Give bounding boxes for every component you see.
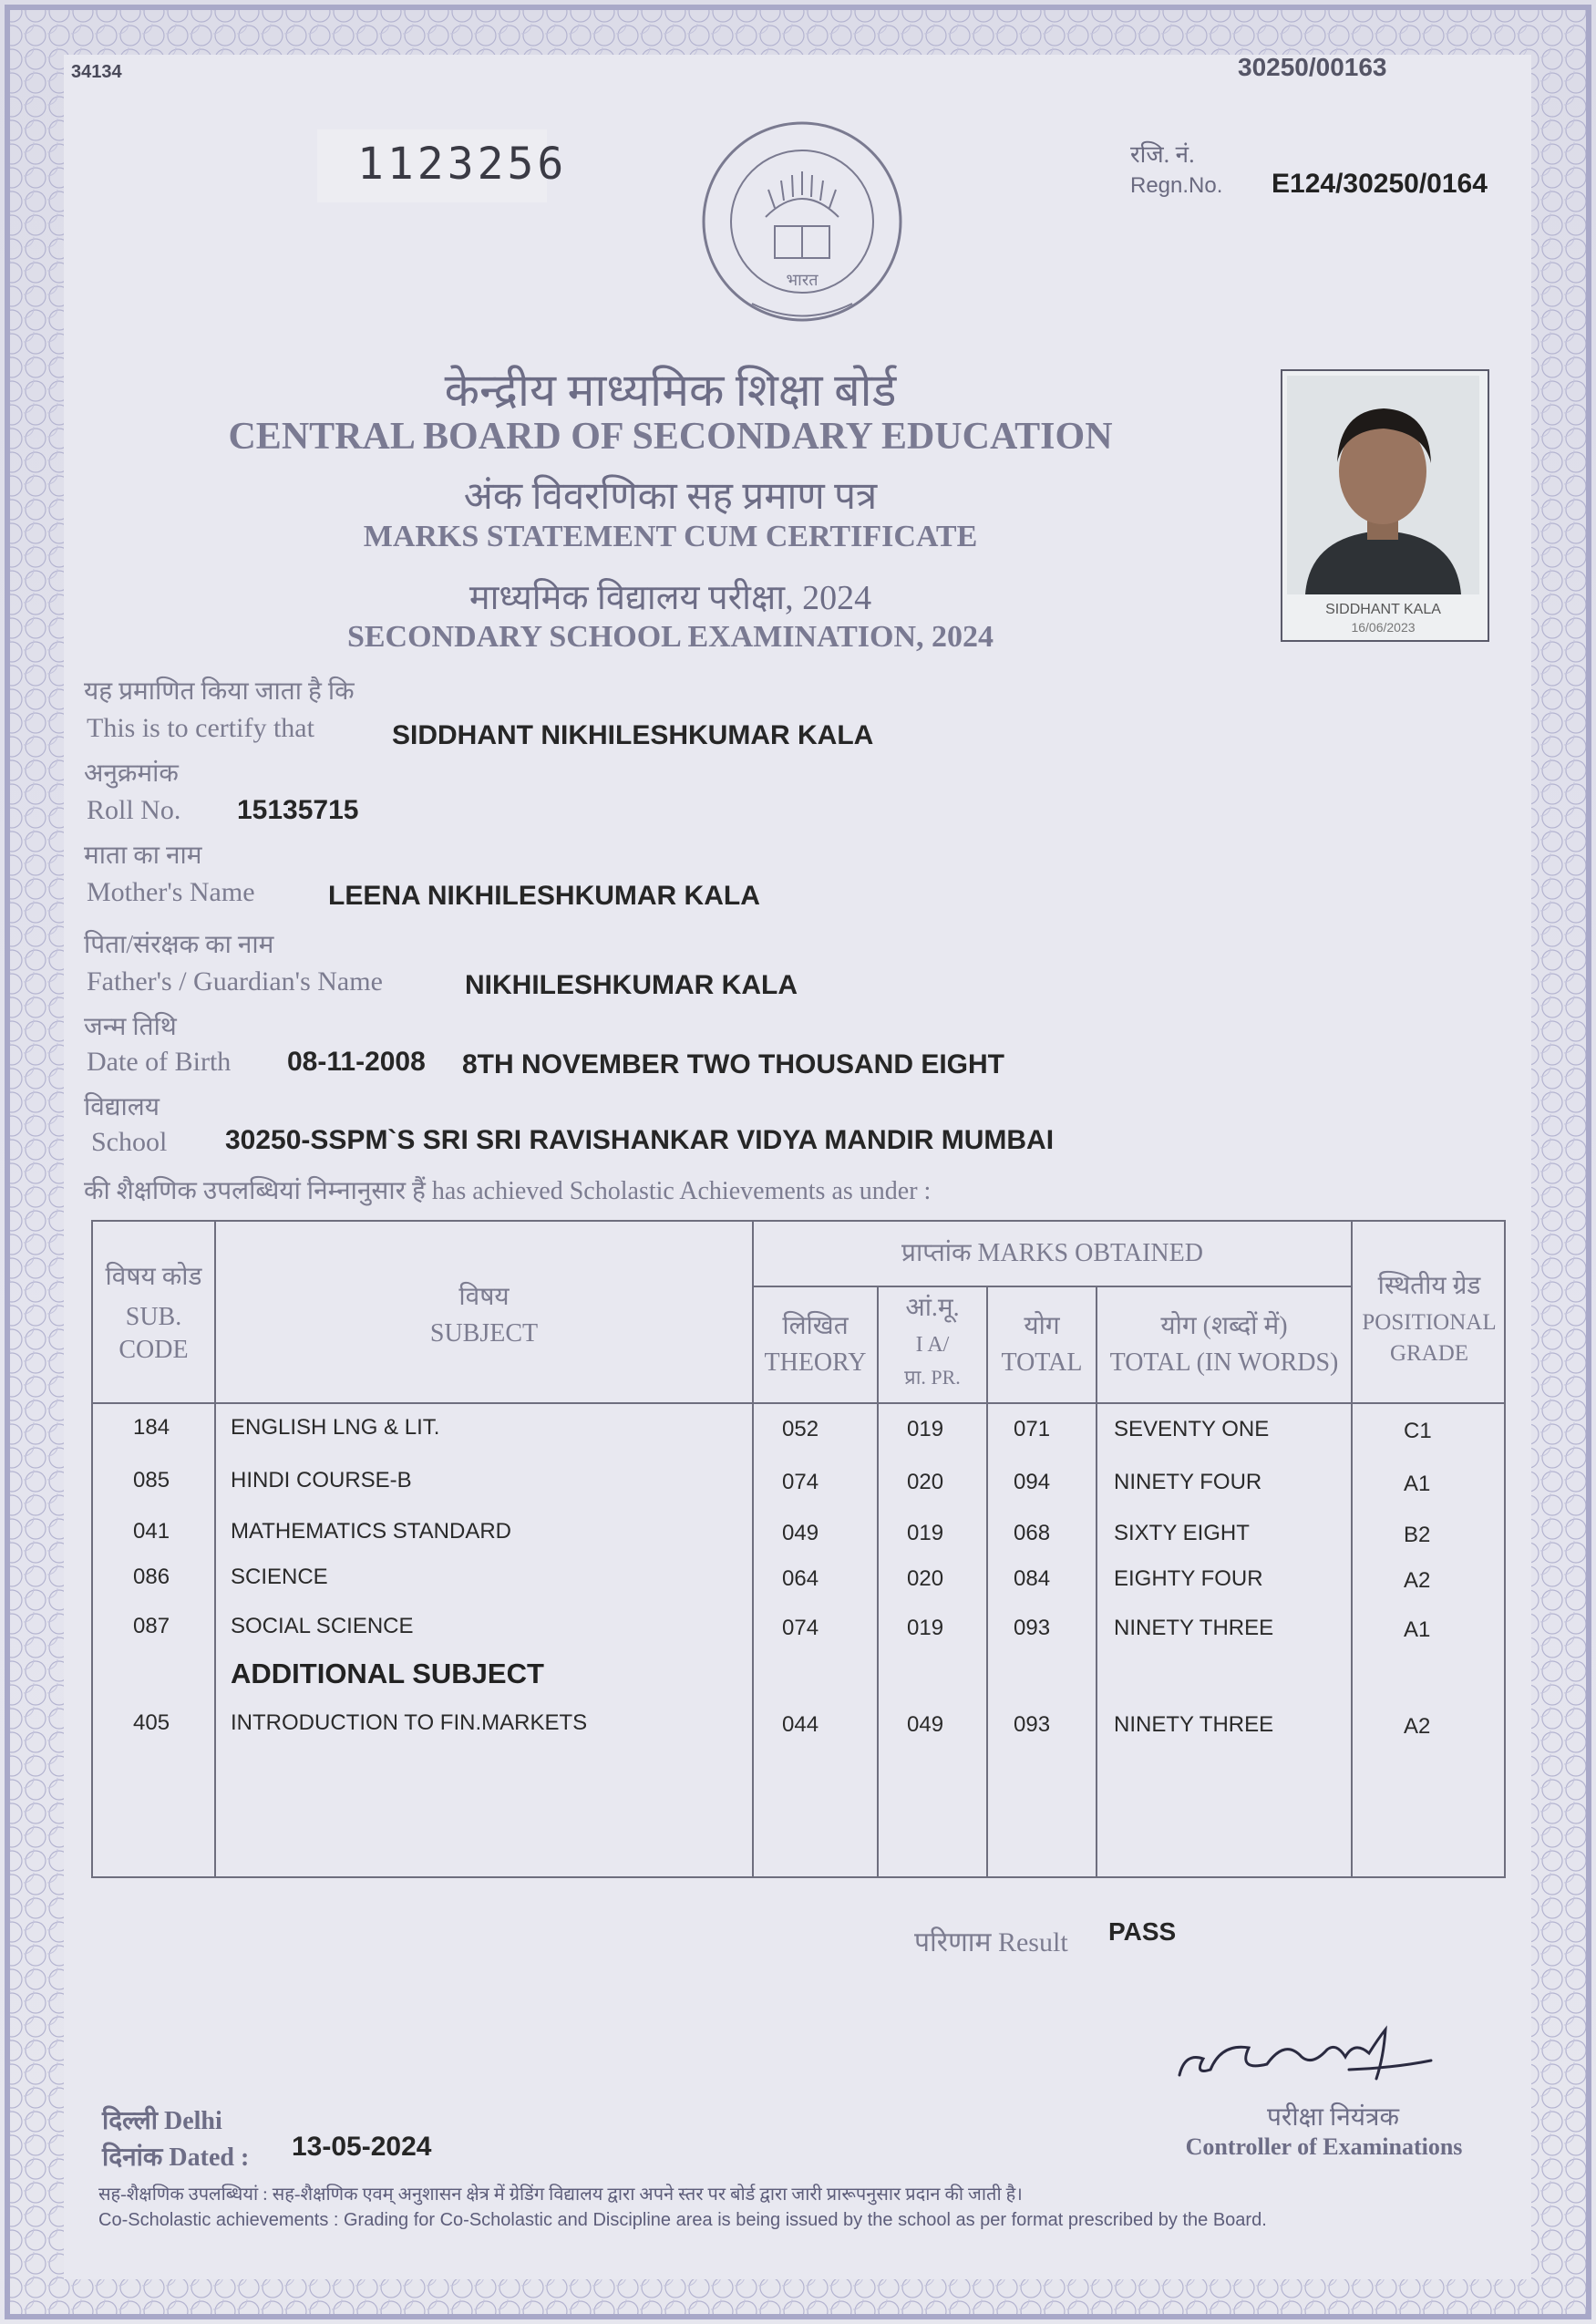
cell-theory: 074: [782, 1616, 819, 1640]
achievements-line: की शैक्षणिक उपलब्धियां निम्नानुसार हैं has achieved Scholastic Achievements as under :: [84, 1177, 932, 1205]
regn-label: Regn.No.: [1130, 173, 1223, 198]
photo-caption-name: SIDDHANT KALA: [1325, 602, 1441, 617]
header-code-hindi: विषय कोड: [105, 1263, 202, 1291]
dated-label: दिनांक Dated :: [102, 2143, 250, 2172]
header-total-hindi: योग: [1024, 1312, 1060, 1340]
header-grade-en1: POSITIONAL: [1362, 1310, 1497, 1335]
footnote-hindi: सह-शैक्षणिक उपलब्धियां : सह-शैक्षणिक एवम् अनुशासन क्षेत्र में ग्रेडिंग विद्यालय द्वारा अपने स्तर पर बोर्ड द्वारा जारी प्रारूपनुसार प्रदान की जाती है।: [98, 2185, 1023, 2205]
roll-number: 15135715: [237, 795, 359, 825]
header-subject: SUBJECT: [429, 1319, 539, 1348]
certify-label: This is to certify that: [87, 713, 314, 743]
header-grade-hindi: स्थितीय ग्रेड: [1377, 1272, 1481, 1300]
cell-grade: C1: [1404, 1419, 1432, 1443]
cell-ia: 020: [907, 1566, 944, 1591]
roll-label: Roll No.: [87, 795, 181, 825]
student-photo: [1287, 376, 1479, 594]
svg-text:भारत: भारत: [786, 271, 819, 290]
cell-subject: MATHEMATICS STANDARD: [231, 1519, 512, 1544]
mother-name: LEENA NIKHILESHKUMAR KALA: [328, 881, 760, 911]
cell-total: 068: [1014, 1521, 1051, 1545]
header-subject-hindi: विषय: [458, 1283, 510, 1311]
dob-label: Date of Birth: [87, 1047, 232, 1077]
cell-theory: 074: [782, 1470, 819, 1494]
board-title: CENTRAL BOARD OF SECONDARY EDUCATION: [228, 416, 1113, 458]
cell-ia: 049: [907, 1712, 944, 1737]
cell-words: NINETY THREE: [1114, 1616, 1274, 1640]
header-ia: I A/: [915, 1333, 950, 1357]
header-grade-en2: GRADE: [1389, 1341, 1469, 1366]
student-name: SIDDHANT NIKHILESHKUMAR KALA: [392, 720, 874, 750]
document-title: MARKS STATEMENT CUM CERTIFICATE: [363, 520, 978, 553]
mother-label: Mother's Name: [87, 877, 255, 907]
additional-subject-heading: ADDITIONAL SUBJECT: [231, 1658, 544, 1689]
header-words-hindi: योग (शब्दों में): [1160, 1312, 1288, 1340]
header-ia-hindi: आं.मू.: [905, 1294, 960, 1322]
controller-signature: [1167, 2002, 1458, 2102]
cell-grade: A1: [1404, 1472, 1431, 1496]
cell-words: SIXTY EIGHT: [1114, 1521, 1250, 1545]
faded-label: [77, 128, 282, 182]
date-of-birth: 08-11-2008: [287, 1047, 426, 1077]
cell-theory: 052: [782, 1417, 819, 1441]
mother-label-hindi: माता का नाम: [84, 842, 202, 870]
header-words: TOTAL (IN WORDS): [1109, 1348, 1339, 1377]
serial-number-right: 30250/00163: [1238, 53, 1387, 81]
footnote: Co-Scholastic achievements : Grading for Co-Scholastic and Discipline area is being issued by the school as per format prescribed by the Board.: [98, 2210, 1267, 2230]
cell-words: SEVENTY ONE: [1114, 1417, 1270, 1441]
cell-ia: 019: [907, 1417, 944, 1441]
cell-code: 405: [133, 1710, 170, 1735]
serial-number-left: 34134: [71, 62, 122, 82]
cell-subject: HINDI COURSE-B: [231, 1468, 412, 1493]
cell-subject: ENGLISH LNG & LIT.: [231, 1415, 440, 1440]
cell-ia: 019: [907, 1616, 944, 1640]
certify-label-hindi: यह प्रमाणित किया जाता है कि: [84, 677, 355, 706]
cell-total: 093: [1014, 1616, 1051, 1640]
cell-grade: A1: [1404, 1617, 1431, 1642]
father-label-hindi: पिता/संरक्षक का नाम: [84, 931, 274, 959]
cell-grade: A2: [1404, 1568, 1431, 1593]
certificate-number: 1123256: [357, 139, 568, 190]
header-code-en1: SUB.: [125, 1303, 182, 1331]
result-label: परिणाम Result: [914, 1927, 1068, 1957]
document-title-hindi: अंक विवरणिका सह प्रमाण पत्र: [463, 476, 878, 518]
roll-label-hindi: अनुक्रमांक: [84, 759, 179, 788]
board-title-hindi: केन्द्रीय माध्यमिक शिक्षा बोर्ड: [444, 365, 897, 416]
exam-title: SECONDARY SCHOOL EXAMINATION, 2024: [346, 620, 994, 654]
exam-title-hindi: माध्यमिक विद्यालय परीक्षा, 2024: [469, 579, 872, 617]
cell-subject: SOCIAL SCIENCE: [231, 1614, 414, 1638]
cell-grade: A2: [1404, 1714, 1431, 1739]
date-of-birth-words: 8TH NOVEMBER TWO THOUSAND EIGHT: [462, 1049, 1005, 1079]
school-name: 30250-SSPM`S SRI SRI RAVISHANKAR VIDYA MANDIR MUMBAI: [225, 1125, 1055, 1155]
cell-code: 085: [133, 1468, 170, 1493]
cell-subject: INTRODUCTION TO FIN.MARKETS: [231, 1710, 588, 1735]
cell-subject: SCIENCE: [231, 1565, 328, 1589]
cell-total: 084: [1014, 1566, 1051, 1591]
controller-title-hindi: परीक्षा नियंत्रक: [1267, 2103, 1399, 2132]
result-value: PASS: [1108, 1917, 1177, 1946]
cell-theory: 064: [782, 1566, 819, 1591]
school-label-hindi: विद्यालय: [84, 1093, 160, 1121]
cell-words: NINETY FOUR: [1114, 1470, 1262, 1494]
place-of-issue: दिल्ली Delhi: [102, 2107, 222, 2135]
cell-words: EIGHTY FOUR: [1114, 1566, 1263, 1591]
registration-number: E124/30250/0164: [1272, 169, 1488, 199]
header-code-en2: CODE: [118, 1336, 189, 1364]
controller-title: Controller of Examinations: [1185, 2133, 1463, 2160]
cell-code: 086: [133, 1565, 170, 1589]
cell-grade: B2: [1404, 1523, 1431, 1547]
regn-label-hindi: रजि. नं.: [1130, 141, 1195, 168]
header-theory: THEORY: [764, 1348, 867, 1377]
header-theory-hindi: लिखित: [782, 1312, 849, 1340]
cell-total: 093: [1014, 1712, 1051, 1737]
header-ia-pr: प्रा. PR.: [904, 1366, 961, 1389]
dob-label-hindi: जन्म तिथि: [84, 1013, 177, 1041]
cell-code: 087: [133, 1614, 170, 1638]
cbse-logo-icon: [697, 117, 907, 336]
issue-date: 13-05-2024: [292, 2132, 432, 2162]
school-label: School: [91, 1127, 168, 1157]
photo-caption-date: 16/06/2023: [1351, 620, 1416, 635]
cell-theory: 049: [782, 1521, 819, 1545]
cell-total: 094: [1014, 1470, 1051, 1494]
father-label: Father's / Guardian's Name: [87, 966, 383, 997]
header-marks-obtained: प्राप्तांक MARKS OBTAINED: [901, 1239, 1203, 1267]
father-name: NIKHILESHKUMAR KALA: [465, 970, 798, 1000]
cell-ia: 020: [907, 1470, 944, 1494]
cell-total: 071: [1014, 1417, 1051, 1441]
cell-code: 041: [133, 1519, 170, 1544]
cell-words: NINETY THREE: [1114, 1712, 1274, 1737]
cell-code: 184: [133, 1415, 170, 1440]
cell-theory: 044: [782, 1712, 819, 1737]
header-total: TOTAL: [1001, 1348, 1083, 1377]
cell-ia: 019: [907, 1521, 944, 1545]
